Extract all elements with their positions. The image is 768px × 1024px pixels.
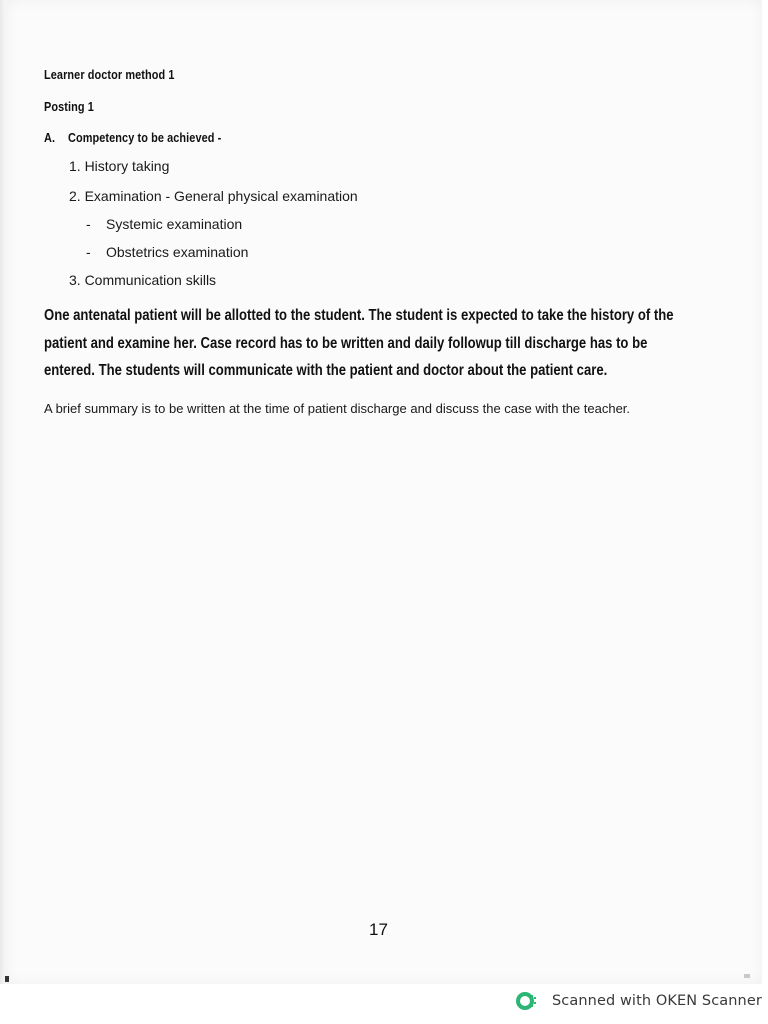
sub-item-dash: - [86, 216, 91, 232]
scanner-text: Scanned with OKEN Scanner [552, 993, 762, 1009]
sub-item-obstetrics: Obstetrics examination [106, 244, 249, 260]
list-item-history: 1. History taking [69, 158, 170, 174]
list-item-examination: 2. Examination - General physical examination [69, 188, 358, 204]
summary-text: A brief summary is to be written at the time of patient discharge and discuss the case with the teacher. [44, 401, 631, 416]
paragraph-line: entered. The students will communicate with the patient and doctor about the patient care. [44, 362, 608, 379]
list-item-communication: 3. Communication skills [69, 272, 217, 288]
posting-heading: Posting 1 [44, 99, 94, 114]
scanner-watermark [516, 990, 762, 1012]
paragraph-line: patient and examine her. Case record has to be written and daily followup till discharge has to be [44, 334, 648, 352]
paragraph-line: One antenatal patient will be allotted to the student. The student is expected to take the history of the [44, 307, 674, 324]
oken-scanner-logo-icon [516, 990, 538, 1012]
document-title: Learner doctor method 1 [44, 67, 175, 82]
section-title: Competency to be achieved - [68, 130, 222, 145]
sub-item-dash: - [86, 244, 91, 260]
page-number: 17 [369, 920, 388, 939]
section-label: A. [44, 130, 56, 145]
scan-artifact [744, 974, 750, 978]
instruction-paragraph [44, 302, 720, 385]
document-page [6, 0, 762, 984]
sub-item-systemic: Systemic examination [106, 216, 243, 232]
scan-artifact [5, 976, 9, 982]
